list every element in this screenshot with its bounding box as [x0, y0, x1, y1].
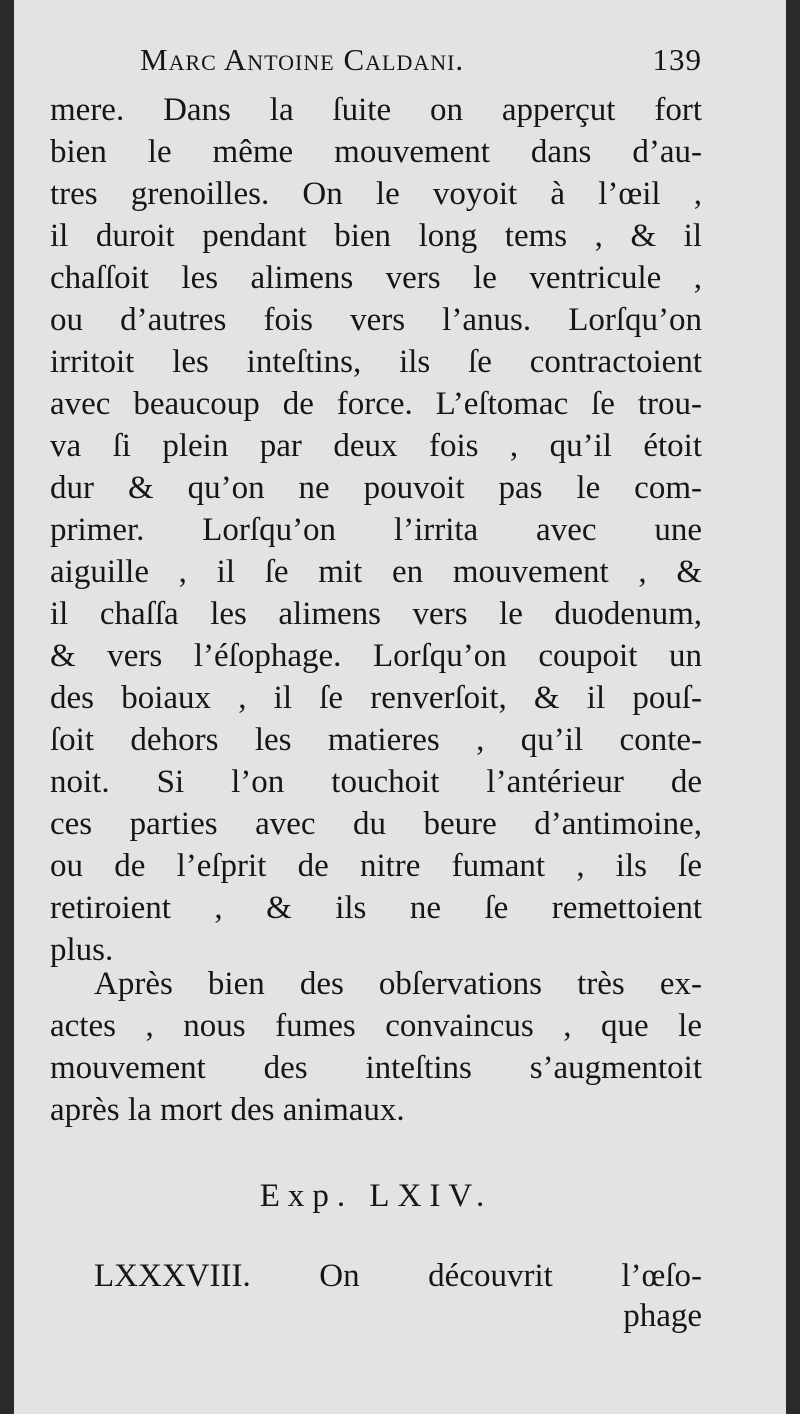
text-line: plus. [50, 932, 114, 968]
text-line: après la mort des animaux. [50, 1092, 405, 1128]
catchword: phage [623, 1298, 702, 1334]
text-line: Après bien des obſervations très ex- [94, 966, 702, 1002]
text-line: retiroient , & ils ne ſe remettoient [50, 890, 702, 926]
page-number: 139 [652, 42, 702, 77]
header-title: Marc Antoine Caldani. [140, 42, 465, 77]
text-line: va ſi plein par deux fois , qu’il étoit [50, 428, 702, 464]
text-line: bien le même mouvement dans d’au- [50, 134, 702, 170]
text-line: dur & qu’on ne pouvoit pas le com- [50, 470, 702, 506]
text-line: noit. Si l’on touchoit l’antérieur de [50, 764, 702, 800]
text-line: des boiaux , il ſe renverſoit, & il pouſ- [50, 680, 702, 716]
text-line: actes , nous fumes convaincus , que le [50, 1008, 702, 1044]
text-line: chaſſoit les alimens vers le ventricule , [50, 260, 702, 296]
text-line: ou d’autres fois vers l’anus. Lorſqu’on [50, 302, 702, 338]
text-line: LXXXVIII. On découvrit l’œſo- [94, 1258, 702, 1294]
text-line: mouvement des inteſtins s’augmentoit [50, 1050, 702, 1086]
text-line: & vers l’éſophage. Lorſqu’on coupoit un [50, 638, 702, 674]
text-line: mere. Dans la ſuite on apperçut fort [50, 92, 702, 128]
text-line: tres grenoilles. On le voyoit à l’œil , [50, 176, 702, 212]
text-line: ou de l’eſprit de nitre fumant , ils ſe [50, 848, 702, 884]
text-line: il duroit pendant bien long tems , & il [50, 218, 702, 254]
text-line: ſoit dehors les matieres , qu’il conte- [50, 722, 702, 758]
text-line: il chaſſa les alimens vers le duodenum, [50, 596, 702, 632]
text-line: aiguille , il ſe mit en mouvement , & [50, 554, 702, 590]
book-page [14, 0, 786, 1414]
text-line: ces parties avec du beure d’antimoine, [50, 806, 702, 842]
experiment-heading: Exp. LXIV. [259, 1178, 493, 1214]
text-line: irritoit les inteſtins, ils ſe contractoient [50, 344, 702, 380]
text-line: avec beaucoup de force. L’eſtomac ſe trou- [50, 386, 702, 422]
text-line: primer. Lorſqu’on l’irrita avec une [50, 512, 702, 548]
